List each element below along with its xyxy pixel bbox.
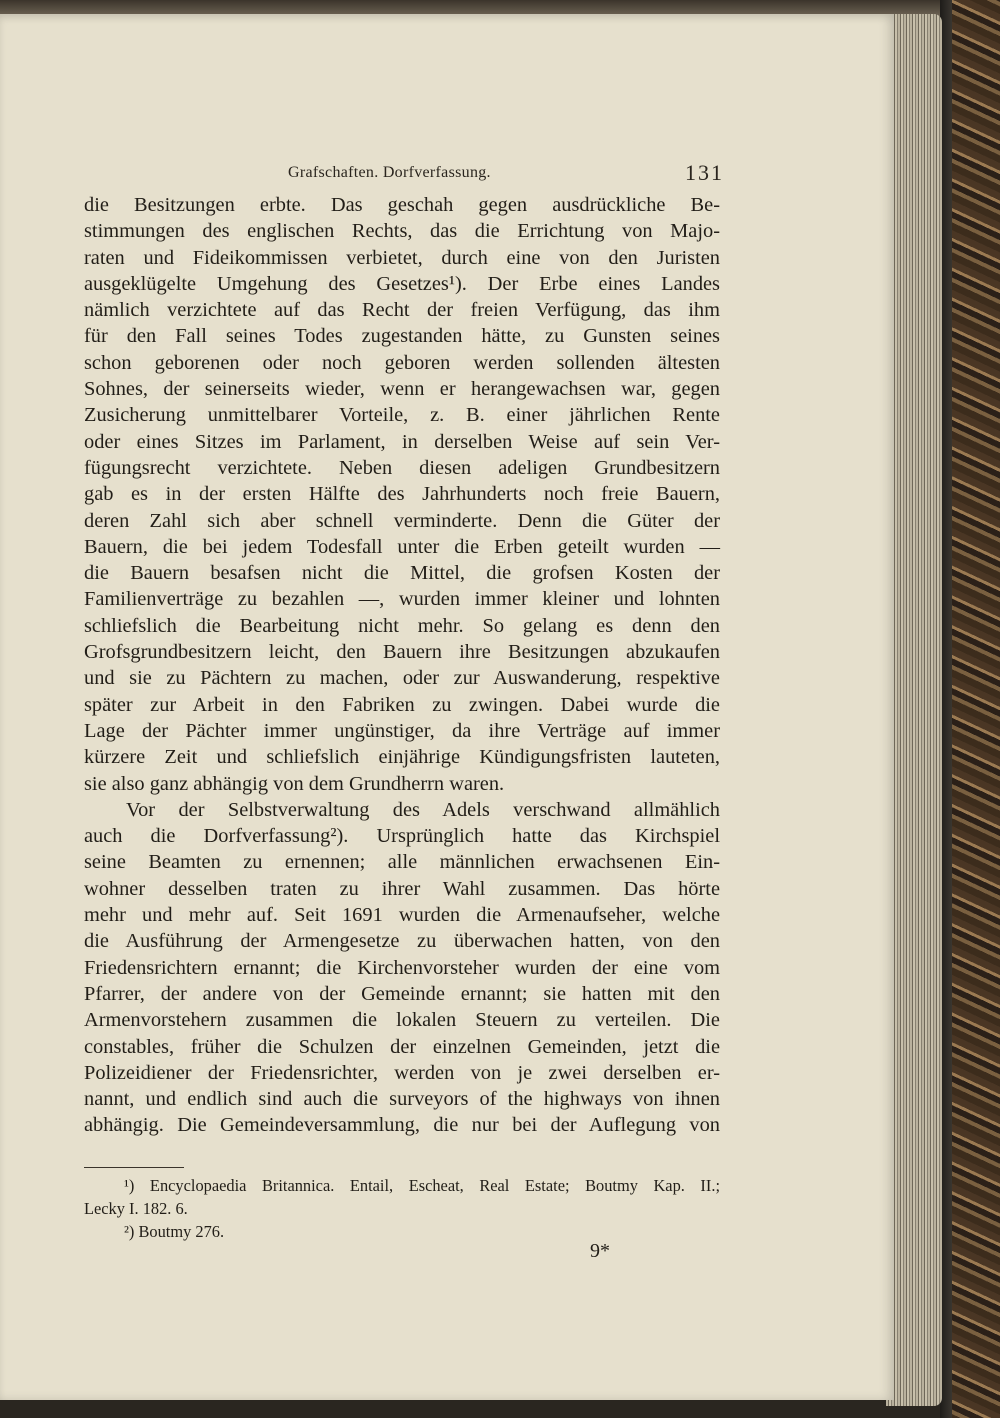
text-line: kürzere Zeit und schliefslich einjährige Kündigungsfristen lauteten,: [84, 746, 720, 769]
text-line: die Bauern besafsen nicht die Mittel, die grofsen Kosten der: [84, 562, 720, 585]
text-line: ausgeklügelte Umgehung des Gesetzes¹). Der Erbe eines Landes: [84, 272, 720, 295]
text-line: Armenvorstehern zusammen die lokalen Steuern zu verteilen. Die: [84, 1009, 720, 1032]
footnote-1: ¹) Encyclopaedia Britannica. Entail, Escheat, Real Estate; Boutmy Kap. II.;: [124, 1176, 720, 1195]
text-line: stimmungen des englischen Rechts, das die Errichtung von Majo-: [84, 220, 720, 243]
text-line: oder eines Sitzes im Parlament, in derselben Weise auf sein Ver-: [84, 430, 720, 453]
text-line: mehr und mehr auf. Seit 1691 wurden die Armenaufseher, welche: [84, 904, 720, 927]
text-line: gab es in der ersten Hälfte des Jahrhunderts noch freie Bauern,: [84, 483, 720, 506]
paragraph-end-line: sie also ganz abhängig von dem Grundherrn waren.: [84, 772, 505, 795]
text-line: und sie zu Pächtern zu machen, oder zur Auswanderung, respektive: [84, 667, 720, 690]
page-header: [84, 150, 724, 190]
text-line: Familienverträge zu bezahlen —, wurden immer kleiner und lohnten: [84, 588, 720, 611]
text-line: deren Zahl sich aber schnell verminderte. Denn die Güter der: [84, 509, 720, 532]
signature-mark: 9*: [590, 1240, 610, 1262]
footnote-divider: [84, 1167, 184, 1168]
text-line: Pfarrer, der andere von der Gemeinde ernannt; sie hatten mit den: [84, 982, 720, 1005]
text-line: Sohnes, der seinerseits wieder, wenn er herangewachsen war, gegen: [84, 378, 720, 401]
text-line: raten und Fideikommissen verbietet, durch eine von den Juristen: [84, 246, 720, 269]
page-number: 131: [685, 160, 724, 185]
text-line: Friedensrichtern ernannt; die Kirchenvorsteher wurden der eine vom: [84, 956, 720, 979]
paragraph-start-line: Vor der Selbstverwaltung des Adels verschwand allmählich: [126, 798, 720, 821]
footnote-1-continued: Lecky I. 182. 6.: [84, 1199, 188, 1218]
text-line: abhängig. Die Gemeindeversammlung, die nur bei der Auflegung von: [84, 1114, 720, 1137]
footnote-2: ²) Boutmy 276.: [124, 1222, 225, 1241]
text-line: für den Fall seines Todes zugestanden hätte, zu Gunsten seines: [84, 325, 720, 348]
page-stack: [886, 14, 942, 1406]
text-line: wohner desselben traten zu ihrer Wahl zusammen. Das hörte: [84, 877, 720, 900]
book-cover-marbled: [944, 0, 1000, 1418]
text-line: schliefslich die Bearbeitung nicht mehr. So gelang es denn den: [84, 614, 720, 637]
text-line: Grofsgrundbesitzern leicht, den Bauern ihre Besitzungen abzukaufen: [84, 641, 720, 664]
text-line: auch die Dorfverfassung²). Ursprünglich hatte das Kirchspiel: [84, 825, 720, 848]
text-line: später zur Arbeit in den Fabriken zu zwingen. Dabei wurde die: [84, 693, 720, 716]
text-line: fügungsrecht verzichtete. Neben diesen adeligen Grundbesitzern: [84, 456, 720, 479]
text-line: Zusicherung unmittelbarer Vorteile, z. B. einer jährlichen Rente: [84, 404, 720, 427]
text-line: Bauern, die bei jedem Todesfall unter die Erben geteilt wurden —: [84, 535, 720, 558]
text-line: nannt, und endlich sind auch die surveyors of the highways von ihnen: [84, 1088, 720, 1111]
footnotes: [84, 1174, 720, 1243]
body-text: [84, 192, 720, 1139]
text-line: schon geborenen oder noch geboren werden sollenden ältesten: [84, 351, 720, 374]
text-line: die Besitzungen erbte. Das geschah gegen ausdrückliche Be-: [84, 194, 720, 216]
text-line: die Ausführung der Armengesetze zu überwachen hatten, von den: [84, 930, 720, 953]
text-line: Polizeidiener der Friedensrichter, werden von je zwei derselben er-: [84, 1061, 720, 1084]
text-line: Lage der Pächter immer ungünstiger, da ihre Verträge auf immer: [84, 719, 720, 742]
text-line: constables, früher die Schulzen der einzelnen Gemeinden, jetzt die: [84, 1035, 720, 1058]
text-line: seine Beamten zu ernennen; alle männlichen erwachsenen Ein-: [84, 851, 720, 874]
text-line: nämlich verzichtete auf das Recht der freien Verfügung, das ihm: [84, 299, 720, 322]
running-title: Grafschaften. Dorfverfassung.: [288, 164, 491, 181]
